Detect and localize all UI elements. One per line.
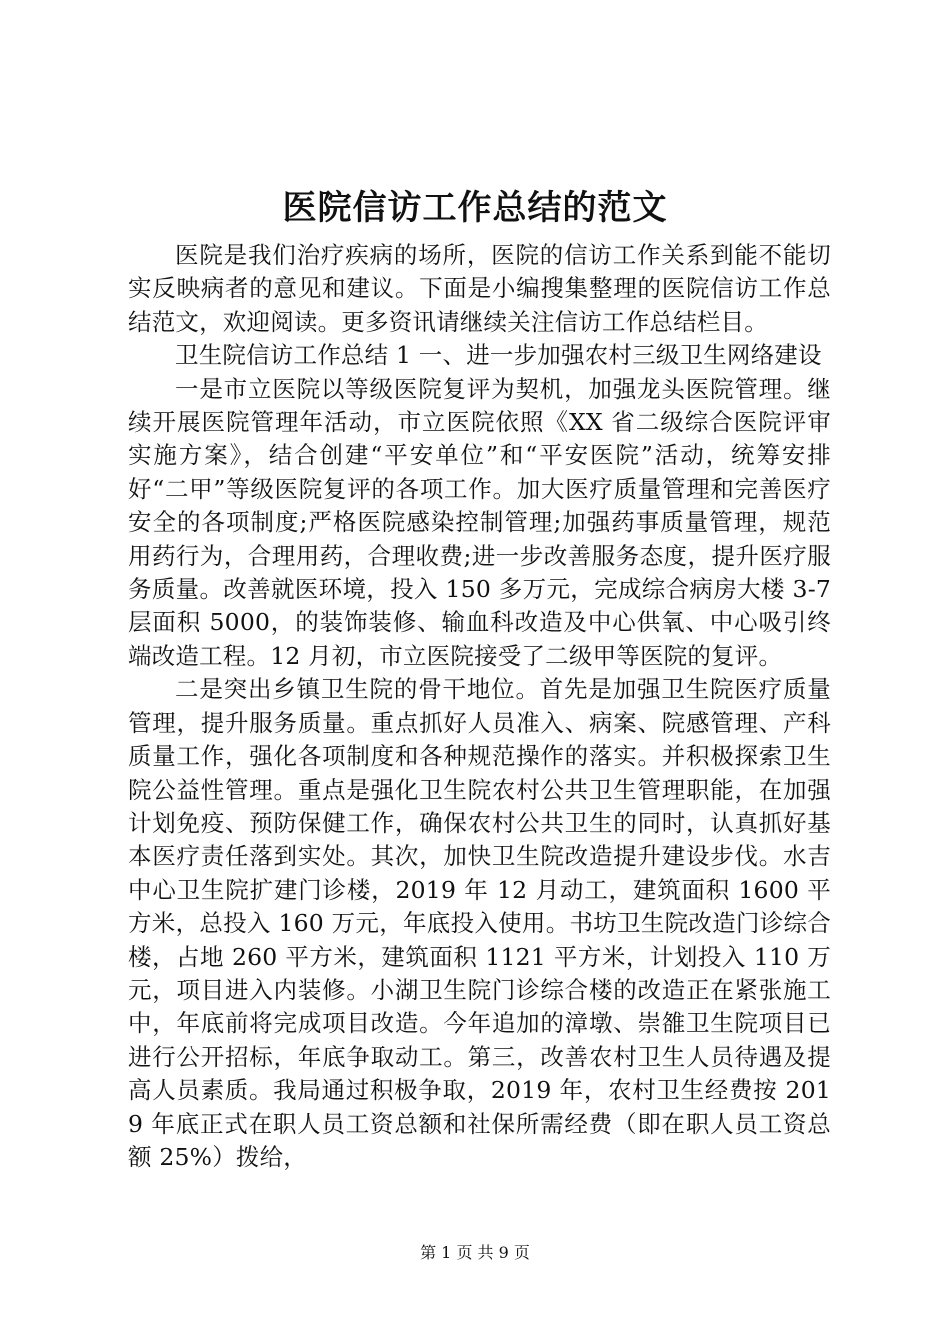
paragraph-city-hospital: 一是市立医院以等级医院复评为契机，加强龙头医院管理。继续开展医院管理年活动，市立医院依照《XX 省二级综合医院评审实施方案》，结合创建“平安单位”和“平安医院”活动，统筹安排好“二甲”等级医院复评的各项工作。加大医疗质量管理和完善医疗安全的各项制度;严格医院感染控制管理;加强药事质量管理，规范用药行为，合理用药，合理收费;进一步改善服务态度，提升医疗服务质量。改善就医环境，投入 150 多万元，完成综合病房大楼 3-7 层面积 5000，的装饰装修、输血科改造及中心供氧、中心吸引终端改造工程。12 月初，市立医院接受了二级甲等医院的复评。	[128, 374, 831, 670]
document-body	[128, 239, 831, 1174]
document-title: 医院信访工作总结的范文	[282, 188, 668, 228]
paragraph-section-heading: 卫生院信访工作总结 1 一、进一步加强农村三级卫生网络建设	[175, 341, 822, 370]
page-number-footer: 第 1 页 共 9 页	[420, 1243, 530, 1262]
paragraph-intro: 医院是我们治疗疾病的场所，医院的信访工作关系到能不能切实反映病者的意见和建议。下面是小编搜集整理的医院信访工作总结范文，欢迎阅读。更多资讯请继续关注信访工作总结栏目。	[128, 241, 831, 336]
paragraph-township-hospitals: 二是突出乡镇卫生院的骨干地位。首先是加强卫生院医疗质量管理，提升服务质量。重点抓好人员准入、病案、院感管理、产科质量工作，强化各项制度和各种规范操作的落实。并积极探索卫生院公益性管理。重点是强化卫生院农村公共卫生管理职能，在加强计划免疫、预防保健工作，确保农村公共卫生的同时，认真抓好基本医疗责任落到实处。其次，加快卫生院改造提升建设步伐。水吉中心卫生院扩建门诊楼，2019 年 12 月动工，建筑面积 1600 平方米，总投入 160 万元，年底投入使用。书坊卫生院改造门诊综合楼，占地 260 平方米，建筑面积 1121 平方米，计划投入 110 万元，项目进入内装修。小湖卫生院门诊综合楼的改造正在紧张施工中，年底前将完成项目改造。今年追加的漳墩、崇雒卫生院项目已进行公开招标，年底争取动工。第三，改善农村卫生人员待遇及提高人员素质。我局通过积极争取，2019 年，农村卫生经费按 2019 年底正式在职人员工资总额和社保所需经费（即在职人员工资总额 25%）拨给，	[128, 675, 831, 1171]
